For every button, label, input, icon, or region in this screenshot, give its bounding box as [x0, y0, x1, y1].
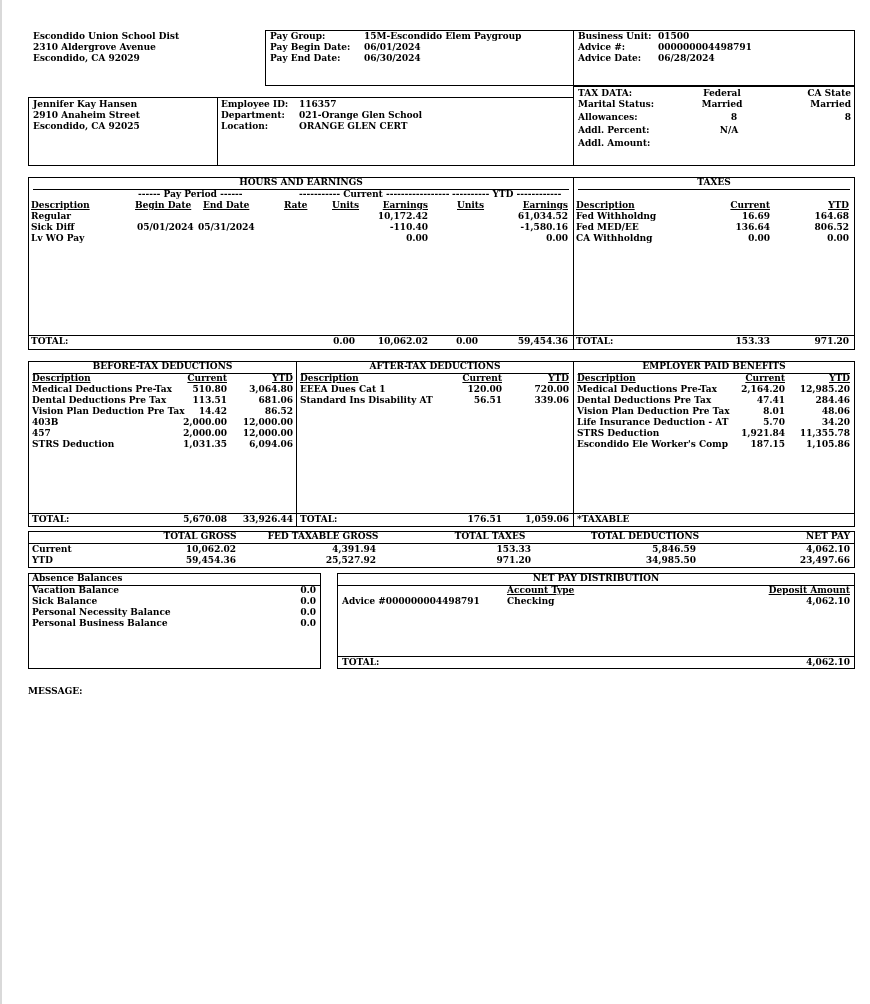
- hours-row-ytd-earnings: 0.00: [546, 234, 568, 244]
- department-label: Department:: [221, 111, 285, 121]
- location-label: Location:: [221, 122, 269, 132]
- marital-status-state: Married: [810, 100, 851, 110]
- net-pay-deposit-amount: 4,062.10: [806, 597, 850, 607]
- hours-total-current-units: 0.00: [333, 337, 355, 347]
- benefit-row-current: 1,921.84: [741, 429, 785, 439]
- employer-name: Escondido Union School Dist: [33, 32, 180, 42]
- before-tax-row-ytd: 86.52: [264, 407, 293, 417]
- after-tax-total-label: TOTAL:: [300, 515, 338, 525]
- after-tax-total-current: 176.51: [467, 515, 502, 525]
- before-tax-row-ytd: 6,094.06: [249, 440, 293, 450]
- taxes-total-rule: [573, 335, 855, 336]
- hours-total-current-earnings: 10,062.02: [377, 337, 428, 347]
- after-tax-row-current: 56.51: [473, 396, 502, 406]
- before-tax-row-current: 2,000.00: [183, 418, 227, 428]
- taxes-col-ytd: YTD: [828, 201, 849, 211]
- summary-ytd-total-deductions: 34,985.50: [645, 556, 696, 566]
- hours-col-end-date: End Date: [203, 201, 250, 211]
- employee-id-label: Employee ID:: [221, 100, 289, 110]
- summary-ytd-net-pay: 23,497.66: [799, 556, 850, 566]
- benefit-row-desc: Dental Deductions Pre Tax: [577, 396, 712, 406]
- advice-number-value: 000000004498791: [658, 43, 752, 53]
- before-tax-col-ytd: YTD: [272, 374, 293, 384]
- summary-ytd-total-gross: 59,454.36: [185, 556, 236, 566]
- advice-date-value: 06/28/2024: [658, 54, 715, 64]
- benefit-row-ytd: 11,355.78: [799, 429, 850, 439]
- benefits-col-description: Description: [577, 374, 636, 384]
- after-tax-col-current: Current: [462, 374, 502, 384]
- after-tax-row-ytd: 339.06: [534, 396, 569, 406]
- hours-col-begin-date: Begin Date: [135, 201, 192, 211]
- tax-row-desc: Fed Withholdng: [576, 212, 657, 222]
- before-tax-row-desc: STRS Deduction: [32, 440, 115, 450]
- net-pay-account-type: Checking: [507, 597, 555, 607]
- employee-box-divider: [217, 97, 218, 166]
- absence-row-value: 0.0: [300, 608, 316, 618]
- absence-row-label: Sick Balance: [32, 597, 98, 607]
- after-tax-total-ytd: 1,059.06: [525, 515, 569, 525]
- business-unit-value: 01500: [658, 32, 690, 42]
- tax-row-current: 0.00: [748, 234, 770, 244]
- pay-group-value: 15M-Escondido Elem Paygroup: [364, 32, 522, 42]
- before-tax-row-current: 113.51: [192, 396, 227, 406]
- pay-begin-value: 06/01/2024: [364, 43, 421, 53]
- addl-amount-label: Addl. Amount:: [578, 139, 651, 149]
- advice-number-label: Advice #:: [578, 43, 626, 53]
- before-tax-row-current: 2,000.00: [183, 429, 227, 439]
- taxes-total-ytd: 971.20: [814, 337, 849, 347]
- hours-col-ytd-units: Units: [457, 201, 485, 211]
- before-tax-total-rule: [28, 513, 297, 514]
- absence-row-label: Personal Necessity Balance: [32, 608, 171, 618]
- before-tax-row-ytd: 681.06: [258, 396, 293, 406]
- tax-data-federal-header: Federal: [703, 89, 741, 99]
- taxes-title-rule: [578, 189, 850, 190]
- benefit-row-desc: STRS Deduction: [577, 429, 660, 439]
- business-unit-label: Business Unit:: [578, 32, 652, 42]
- net-pay-total-rule: [337, 656, 855, 657]
- summary-row-label: YTD: [32, 556, 53, 566]
- allowances-label: Allowances:: [578, 113, 638, 123]
- hours-row-end-date: 05/31/2024: [198, 223, 255, 233]
- pay-begin-label: Pay Begin Date:: [270, 43, 351, 53]
- hours-row-begin-date: 05/01/2024: [137, 223, 194, 233]
- before-tax-col-description: Description: [32, 374, 91, 384]
- absence-row-value: 0.0: [300, 597, 316, 607]
- addl-percent-label: Addl. Percent:: [578, 126, 650, 136]
- employer-address-2: Escondido, CA 92029: [33, 54, 140, 64]
- benefits-col-ytd: YTD: [829, 374, 850, 384]
- absence-row-value: 0.0: [300, 586, 316, 596]
- taxes-col-current: Current: [730, 201, 770, 211]
- hours-total-ytd-units: 0.00: [456, 337, 478, 347]
- hours-row-current-earnings: 10,172.42: [377, 212, 428, 222]
- benefit-row-ytd: 12,985.20: [799, 385, 850, 395]
- employee-address-2: Escondido, CA 92025: [33, 122, 140, 132]
- absence-balances-title: Absence Balances: [32, 574, 123, 584]
- hours-row-desc: Lv WO Pay: [31, 234, 85, 244]
- after-tax-row-current: 120.00: [467, 385, 502, 395]
- before-tax-row-desc: Dental Deductions Pre Tax: [32, 396, 167, 406]
- net-pay-total-label: TOTAL:: [342, 658, 380, 668]
- location-value: ORANGE GLEN CERT: [299, 122, 408, 132]
- before-tax-row-desc: Vision Plan Deduction Pre Tax: [32, 407, 185, 417]
- employer-address-1: 2310 Aldergrove Avenue: [33, 43, 156, 53]
- allowances-federal: 8: [730, 113, 738, 123]
- before-tax-row-desc: 457: [32, 429, 51, 439]
- before-tax-total-current: 5,670.08: [183, 515, 227, 525]
- employer-benefits-total-rule: [573, 513, 855, 514]
- summary-current-net-pay: 4,062.10: [806, 545, 850, 555]
- current-header: ----------- Current -----------------: [299, 190, 450, 200]
- tax-row-current: 136.64: [735, 223, 770, 233]
- net-pay-advice-number: Advice #000000004498791: [342, 597, 480, 607]
- benefit-row-current: 5.70: [763, 418, 785, 428]
- tax-data-state-header: CA State: [807, 89, 851, 99]
- before-tax-row-desc: 403B: [32, 418, 59, 428]
- pay-group-label: Pay Group:: [270, 32, 326, 42]
- summary-current-fed-taxable: 4,391.94: [332, 545, 376, 555]
- before-tax-total-label: TOTAL:: [32, 515, 70, 525]
- before-tax-row-current: 14.42: [198, 407, 227, 417]
- tax-row-desc: Fed MED/EE: [576, 223, 639, 233]
- hours-row-desc: Regular: [31, 212, 72, 222]
- summary-ytd-total-taxes: 971.20: [496, 556, 531, 566]
- pay-end-label: Pay End Date:: [270, 54, 341, 64]
- summary-header-fed-taxable-gross: FED TAXABLE GROSS: [267, 532, 379, 542]
- summary-ytd-fed-taxable: 25,527.92: [325, 556, 376, 566]
- before-tax-row-ytd: 12,000.00: [242, 418, 293, 428]
- benefits-col-current: Current: [745, 374, 785, 384]
- taxes-total-label: TOTAL:: [576, 337, 614, 347]
- before-tax-total-ytd: 33,926.44: [242, 515, 293, 525]
- addl-percent-federal: N/A: [719, 126, 739, 136]
- department-value: 021-Orange Glen School: [299, 111, 423, 121]
- after-tax-total-rule: [296, 513, 574, 514]
- net-pay-distribution-title: NET PAY DISTRIBUTION: [532, 574, 660, 584]
- benefit-row-ytd: 1,105.86: [806, 440, 850, 450]
- tax-row-ytd: 806.52: [814, 223, 849, 233]
- benefit-row-current: 8.01: [763, 407, 785, 417]
- after-tax-col-description: Description: [300, 374, 359, 384]
- employer-benefits-title: EMPLOYER PAID BENEFITS: [642, 362, 786, 372]
- taxes-col-description: Description: [576, 201, 635, 211]
- benefit-row-desc: Medical Deductions Pre-Tax: [577, 385, 717, 395]
- after-tax-row-desc: EEEA Dues Cat 1: [300, 385, 386, 395]
- summary-header-rule: [28, 543, 855, 544]
- employee-id-value: 116357: [299, 100, 337, 110]
- hours-row-ytd-earnings: 61,034.52: [517, 212, 568, 222]
- hours-earnings-title: HOURS AND EARNINGS: [239, 178, 363, 188]
- summary-header-total-taxes: TOTAL TAXES: [454, 532, 526, 542]
- tax-row-ytd: 164.68: [814, 212, 849, 222]
- employee-name: Jennifer Kay Hansen: [33, 100, 138, 110]
- hours-col-description: Description: [31, 201, 90, 211]
- before-tax-row-ytd: 3,064.80: [249, 385, 293, 395]
- benefit-row-current: 187.15: [750, 440, 785, 450]
- benefit-row-current: 2,164.20: [741, 385, 785, 395]
- taxes-total-current: 153.33: [735, 337, 770, 347]
- hours-col-current-earnings: Earnings: [382, 201, 428, 211]
- after-tax-row-desc: Standard Ins Disability AT: [300, 396, 433, 406]
- summary-current-total-gross: 10,062.02: [185, 545, 236, 555]
- benefit-row-ytd: 48.06: [821, 407, 850, 417]
- page-edge: [0, 0, 2, 1004]
- before-tax-row-current: 1,031.35: [183, 440, 227, 450]
- summary-header-total-deductions: TOTAL DEDUCTIONS: [590, 532, 700, 542]
- benefit-row-current: 47.41: [756, 396, 785, 406]
- absence-row-value: 0.0: [300, 619, 316, 629]
- before-tax-title: BEFORE-TAX DEDUCTIONS: [92, 362, 233, 372]
- hours-row-ytd-earnings: -1,580.16: [520, 223, 568, 233]
- employee-address-1: 2910 Anaheim Street: [33, 111, 140, 121]
- hours-row-current-earnings: 0.00: [406, 234, 428, 244]
- tax-row-current: 16.69: [741, 212, 770, 222]
- hours-col-ytd-earnings: Earnings: [522, 201, 568, 211]
- hours-total-ytd-earnings: 59,454.36: [517, 337, 568, 347]
- summary-current-total-taxes: 153.33: [496, 545, 531, 555]
- before-tax-col-current: Current: [187, 374, 227, 384]
- hours-row-desc: Sick Diff: [31, 223, 75, 233]
- hours-col-current-units: Units: [332, 201, 360, 211]
- taxable-note: *TAXABLE: [577, 515, 630, 525]
- before-tax-row-desc: Medical Deductions Pre-Tax: [32, 385, 172, 395]
- benefit-row-ytd: 34.20: [821, 418, 850, 428]
- net-pay-total-amount: 4,062.10: [806, 658, 850, 668]
- hours-total-rule: [28, 335, 574, 336]
- taxes-title: TAXES: [697, 178, 731, 188]
- net-pay-col-deposit-amount: Deposit Amount: [768, 586, 850, 596]
- ytd-header: ---------- YTD ------------: [452, 190, 562, 200]
- summary-row-label: Current: [32, 545, 72, 555]
- marital-status-label: Marital Status:: [578, 100, 655, 110]
- hours-total-label: TOTAL:: [31, 337, 69, 347]
- marital-status-federal: Married: [701, 100, 743, 110]
- summary-current-total-deductions: 5,846.59: [652, 545, 696, 555]
- benefit-row-desc: Vision Plan Deduction Pre Tax: [577, 407, 730, 417]
- after-tax-title: AFTER-TAX DEDUCTIONS: [369, 362, 501, 372]
- before-tax-row-current: 510.80: [192, 385, 227, 395]
- benefit-row-desc: Life Insurance Deduction - AT: [577, 418, 729, 428]
- summary-header-net-pay: NET PAY: [806, 532, 850, 542]
- before-tax-row-ytd: 12,000.00: [242, 429, 293, 439]
- pay-end-value: 06/30/2024: [364, 54, 421, 64]
- summary-header-total-gross: TOTAL GROSS: [163, 532, 237, 542]
- absence-row-label: Personal Business Balance: [32, 619, 168, 629]
- tax-row-desc: CA Withholdng: [576, 234, 653, 244]
- after-tax-col-ytd: YTD: [548, 374, 569, 384]
- hours-col-rate: Rate: [284, 201, 308, 211]
- benefit-row-desc: Escondido Ele Worker's Comp: [577, 440, 728, 450]
- tax-data-title: TAX DATA:: [578, 89, 633, 99]
- after-tax-row-ytd: 720.00: [534, 385, 569, 395]
- allowances-state: 8: [844, 113, 851, 123]
- tax-row-ytd: 0.00: [827, 234, 849, 244]
- hours-row-current-earnings: -110.40: [389, 223, 428, 233]
- benefit-row-ytd: 284.46: [815, 396, 850, 406]
- net-pay-col-account-type: Account Type: [507, 586, 575, 596]
- advice-date-label: Advice Date:: [578, 54, 642, 64]
- pay-period-header: ------ Pay Period ------: [138, 190, 243, 200]
- message-label: MESSAGE:: [28, 687, 83, 697]
- absence-row-label: Vacation Balance: [32, 586, 119, 596]
